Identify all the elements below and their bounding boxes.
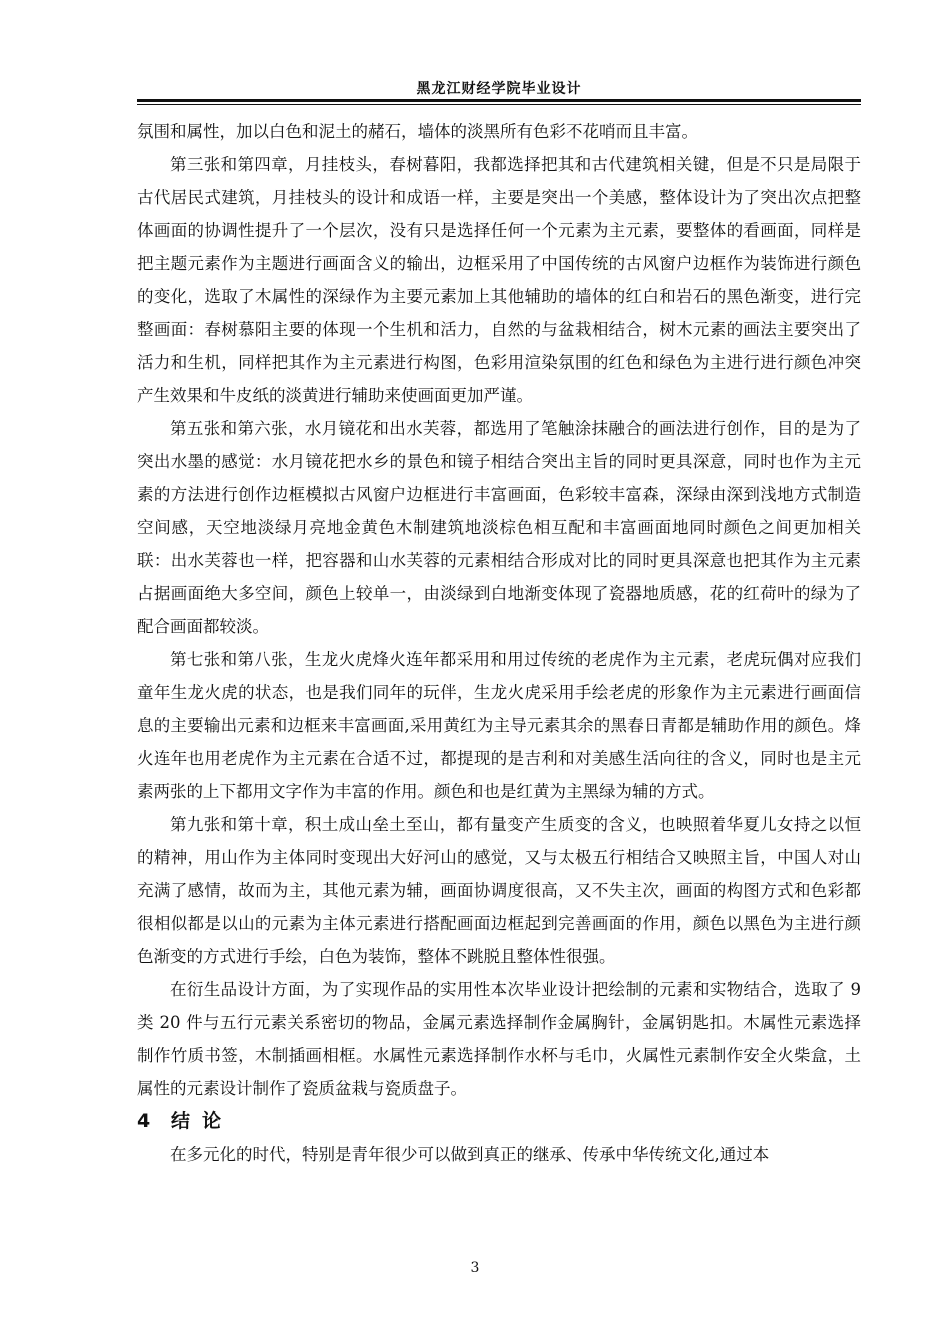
paragraph: 第五张和第六张，水月镜花和出水芙蓉，都选用了笔触涂抹融合的画法进行创作，目的是为了突出水墨的感觉：水月镜花把水乡的景色和镜子相结合突出主旨的同时更具深意，同时也作为主元素的方法进行创作边框模拟古风窗户边框进行丰富画面，色彩较丰富森，深绿由深到浅地方式制造空间感，天空地淡绿月亮地金黄色木制建筑地淡棕色相互配和丰富画面地同时颜色之间更加相关联：出水芙蓉也一样，把容器和山水芙蓉的元素相结合形成对比的同时更具深意也把其作为主元素占据画面绝大多空间，颜色上较单一，由淡绿到白地渐变体现了瓷器地质感，花的红荷叶的绿为了配合画面都较淡。 [137, 419, 861, 636]
page-header-title: 黑龙江财经学院毕业设计 [416, 81, 582, 97]
paragraph-continuation: 氛围和属性，加以白色和泥土的赭石，墙体的淡黑所有色彩不花哨而且丰富。 [137, 122, 698, 141]
document-body [137, 115, 861, 1171]
header-rule-thin [137, 104, 861, 105]
paragraph: 第九张和第十章，积土成山垒土至山，都有量变产生质变的含义，也映照着华夏儿女持之以恒的精神，用山作为主体同时变现出大好河山的感觉，又与太极五行相结合又映照主旨，中国人对山充满了感情，故而为主，其他元素为辅，画面协调度很高，又不失主次，画面的构图方式和色彩都很相似都是以山的元素为主体元素进行搭配画面边框起到完善画面的作用，颜色以黑色为主进行颜色渐变的方式进行手绘，白色为装饰，整体不跳脱且整体性很强。 [137, 815, 861, 966]
section-heading [137, 1105, 861, 1138]
paragraph: 第三张和第四章，月挂枝头，春树暮阳，我都选择把其和古代建筑相关键，但是不只是局限于古代居民式建筑，月挂枝头的设计和成语一样，主要是突出一个美感，整体设计为了突出次点把整体画面的协调性提升了一个层次，没有只是选择任何一个元素为主元素，要整体的看画面，同样是把主题元素作为主题进行画面含义的输出，边框采用了中国传统的古风窗户边框作为装饰进行颜色的变化，选取了木属性的深绿作为主要元素加上其他辅助的墙体的红白和岩石的黑色渐变，进行完整画面：春树慕阳主要的体现一个生机和活力，自然的与盆栽相结合，树木元素的画法主要突出了活力和生机，同样把其作为主元素进行构图，色彩用渲染氛围的红色和绿色为主进行进行颜色冲突产生效果和牛皮纸的淡黄进行辅助来使画面更加严谨。 [137, 155, 861, 405]
page-number: 3 [470, 1260, 480, 1276]
paragraph: 在多元化的时代，特别是青年很少可以做到真正的继承、传承中华传统文化,通过本 [170, 1145, 770, 1164]
paragraph: 第七张和第八张，生龙火虎烽火连年都采用和用过传统的老虎作为主元素，老虎玩偶对应我们童年生龙火虎的状态，也是我们同年的玩伴，生龙火虎采用手绘老虎的形象作为主元素进行画面信息的主要输出元素和边框来丰富画面,采用黄红为主导元素其余的黑春日青都是辅助作用的颜色。烽火连年也用老虎作为主元素在合适不过，都提现的是吉利和对美感生活向往的含义，同时也是主元素两张的上下都用文字作为丰富的作用。颜色和也是红黄为主黑绿为辅的方式。 [137, 650, 861, 801]
section-title: 结论 [171, 1110, 234, 1132]
header-rule-thick [137, 99, 861, 102]
section-number: 4 [137, 1110, 151, 1132]
paragraph: 在衍生品设计方面，为了实现作品的实用性本次毕业设计把绘制的元素和实物结合，选取了 9 类 20 件与五行元素关系密切的物品，金属元素选择制作金属胸针，金属钥匙扣。木属性元素选择制作竹质书签，木制插画相框。水属性元素选择制作水杯与毛巾，火属性元素制作安全火柴盒，土属性的元素设计制作了瓷质盆栽与瓷质盘子。 [137, 980, 861, 1098]
